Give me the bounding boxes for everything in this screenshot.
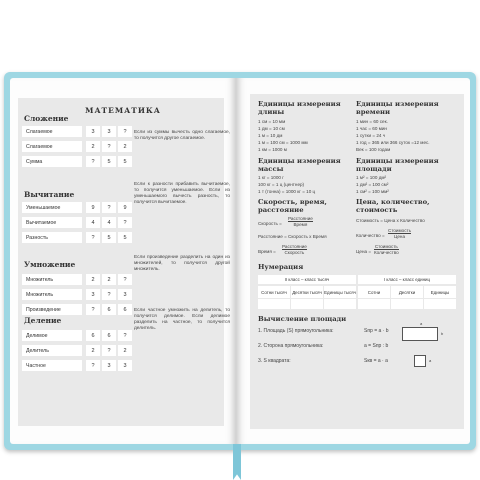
equation-row [22,330,134,341]
speed-title: Скорость, время, расстояние [258,198,327,214]
area-item: 2. Сторона прямоугольника: [258,343,324,349]
value-cell: ? [118,330,132,341]
value-cell: 5 [102,156,116,167]
value-cell: ? [102,345,116,356]
class-units: I класс – класс единиц [358,275,456,284]
empty-cell [358,299,390,309]
term-label: Слагаемое [22,126,82,137]
value-cell: 4 [102,217,116,228]
length-title: Единицы измерения длины [258,100,341,116]
area-item: 3. S квадрата: [258,358,291,364]
mass-line: 1 кг = 1000 г [258,175,284,180]
value-cell: 2 [86,141,100,152]
quantity-fraction: Стоимость Цена [388,228,411,239]
digit-cell: Сотни [358,286,390,298]
value-cell: 2 [86,345,100,356]
square-diagram [414,355,426,367]
rectangle-diagram [402,327,438,341]
value-cell: 5 [102,232,116,243]
mass-line: 1 т (тонна) = 1000 кг = 10 ц [258,189,316,194]
equation-row [22,289,134,300]
area-line: 1 дм² = 100 см² [356,182,389,187]
value-cell: 9 [86,202,100,213]
area-line: 1 см² = 100 мм² [356,189,389,194]
term-label: Частное [22,360,82,371]
value-cell: ? [102,141,116,152]
time-line: 1 мин = 60 сек. [356,119,388,124]
rule-note: Если к разности прибавить вычитаемое, то получится уменьшаемое. Если из уменьшаемого вычесть разность, то получится вычитаемое. [134,182,230,205]
equation-row [22,232,134,243]
term-label: Произведение [22,304,82,315]
value-cell: 2 [86,274,100,285]
time-line: Век = 100 годам [356,147,391,152]
mass-title: Единицы измерения массы [258,157,341,173]
quantity-formula-label: Количество = [356,233,385,238]
value-cell: 5 [118,156,132,167]
value-cell: ? [86,156,100,167]
term-label: Множитель [22,274,82,285]
equation-row [22,360,134,371]
value-cell: 4 [86,217,100,228]
value-cell: 3 [102,360,116,371]
section-title: Деление [24,316,62,325]
digit-cell: Десятки тысяч [291,286,323,298]
bookmark-ribbon [233,440,241,480]
time-line: 1 час = 60 мин [356,126,387,131]
side-a-label: a [420,321,423,326]
time-title: Единицы измерения времени [356,100,439,116]
page-title: МАТЕМАТИКА [85,106,161,115]
term-label: Уменьшаемое [22,202,82,213]
equation-row [22,345,134,356]
value-cell: 2 [102,274,116,285]
area-item: 1. Площадь (S) прямоугольника: [258,328,334,334]
empty-cell [324,299,356,309]
time-fraction: Расстояние Скорость [282,244,307,255]
term-label: Делитель [22,345,82,356]
value-cell: ? [118,217,132,228]
price-formula-label: Цена = [356,249,372,254]
speed-fraction: Расстояние Время [288,216,313,227]
value-cell: 2 [118,345,132,356]
area-line: 1 м² = 100 дм² [356,175,387,180]
equation-row [22,126,134,137]
value-cell: ? [86,232,100,243]
side-b-label: b [441,331,444,336]
term-label: Разность [22,232,82,243]
value-cell: 3 [102,126,116,137]
digit-cell: Десятки [391,286,423,298]
term-label: Сумма [22,156,82,167]
square-side-label: a [429,358,432,363]
area-formula: Sкв = a · a [364,358,388,364]
time-formula-label: Время = [258,249,276,254]
speed-formula-label: Скорость = [258,221,282,226]
distance-formula: Расстояние = Скорость х Время [258,234,327,239]
value-cell: 9 [118,202,132,213]
value-cell: 3 [118,289,132,300]
price-title: Цена, количество, стоимость [356,198,430,214]
equation-row [22,156,134,167]
area-title: Единицы измерения площади [356,157,439,173]
area-formula: Sпр = a · b [364,328,389,334]
value-cell: 6 [118,304,132,315]
value-cell: 5 [118,232,132,243]
right-page [236,78,470,444]
length-line: 1 см = 10 мм [258,119,286,124]
rule-note: Если из суммы вычесть одно слагаемое, то получится другое слагаемое. [134,130,230,141]
value-cell: 6 [86,330,100,341]
area-formula: a = Sпр : b [364,343,389,349]
class-thousands: II класс – класс тысяч [258,275,356,284]
empty-cell [291,299,323,309]
value-cell: ? [102,202,116,213]
value-cell: 3 [118,360,132,371]
rule-note: Если частное умножить на делитель, то получится делимое. Если делимое разделить на частное, то получится делитель. [134,308,230,331]
digit-cell: Единицы [424,286,456,298]
value-cell: ? [118,274,132,285]
price-fraction: Стоимость Количество [374,244,399,255]
time-line: 1 год = 365 или 366 суток =12 мес. [356,140,430,145]
empty-cell [258,299,290,309]
length-line: 1 км = 1000 м [258,147,287,152]
value-cell: 3 [86,126,100,137]
equation-row [22,304,134,315]
length-line: 1 м = 10 дм [258,133,283,138]
term-label: Вычитаемое [22,217,82,228]
value-cell: 2 [118,141,132,152]
empty-cell [391,299,423,309]
rule-note: Если произведение разделить на один из множителей, то получится другой множитель. [134,255,230,272]
equation-row [22,141,134,152]
empty-cell [424,299,456,309]
value-cell: ? [86,304,100,315]
time-line: 1 сутки = 24 ч [356,133,386,138]
length-line: 1 дм = 10 см [258,126,285,131]
section-title: Вычитание [24,190,75,199]
value-cell: 6 [102,330,116,341]
mass-line: 100 кг = 1 ц (центнер) [258,182,305,187]
value-cell: ? [118,126,132,137]
digit-cell: Единицы тысяч [324,286,356,298]
equation-row [22,202,134,213]
left-page [10,78,236,444]
area-calc-title: Вычисление площади [258,315,347,323]
term-label: Слагаемое [22,141,82,152]
equation-row [22,217,134,228]
section-title: Сложение [24,114,69,123]
value-cell: ? [102,289,116,300]
cost-formula: Стоимость = Цена х Количество [356,218,425,223]
digit-cell: Сотни тысяч [258,286,290,298]
section-title: Умножение [24,260,76,269]
value-cell: 3 [86,289,100,300]
numeration-title: Нумерация [258,263,304,271]
value-cell: ? [86,360,100,371]
equation-row [22,274,134,285]
term-label: Делимое [22,330,82,341]
length-line: 1 м = 100 см = 1000 мм [258,140,308,145]
term-label: Множитель [22,289,82,300]
value-cell: 6 [102,304,116,315]
